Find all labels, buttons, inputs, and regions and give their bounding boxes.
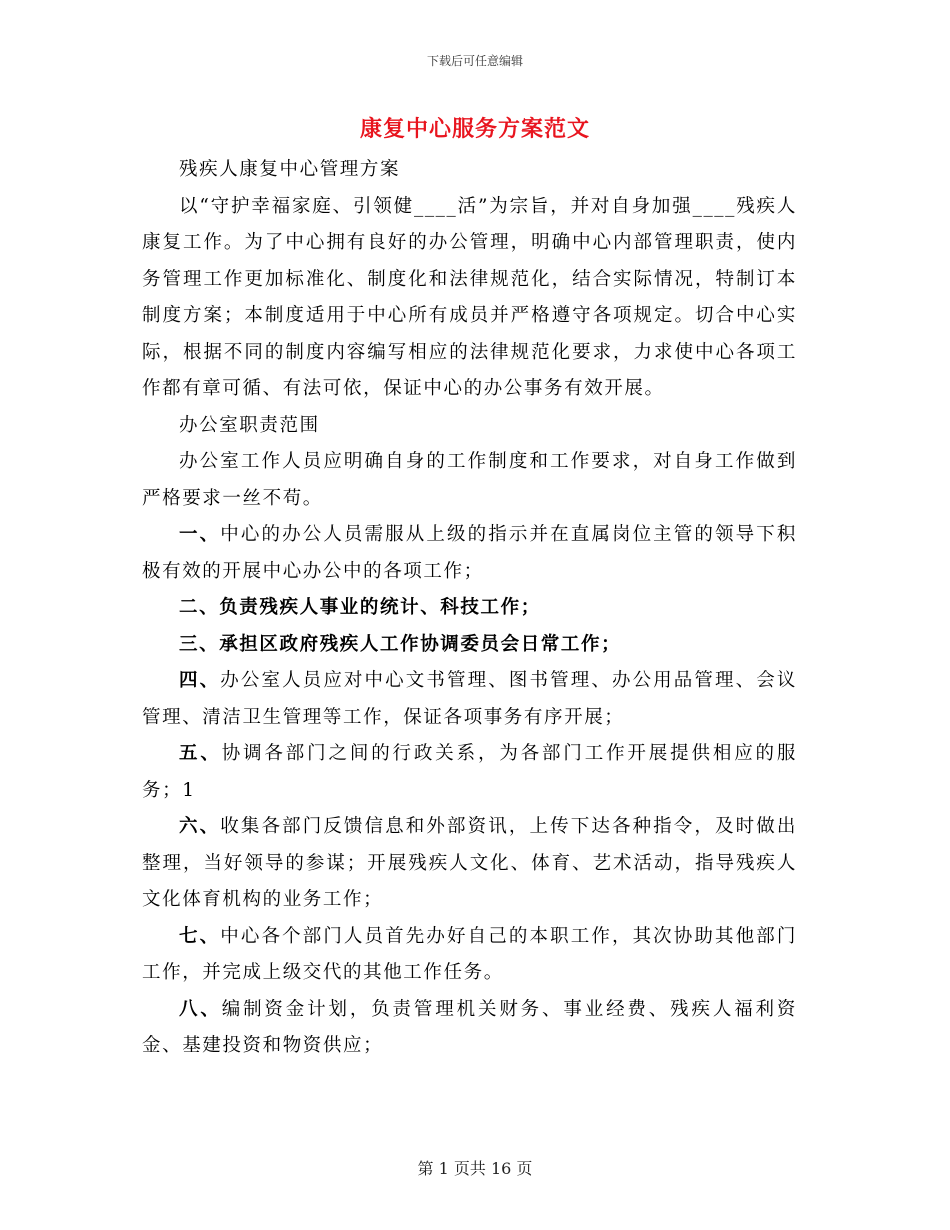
list-item-5: [142, 736, 797, 809]
list-item-6: [142, 809, 797, 919]
list-item-1: [142, 517, 797, 590]
list-item-4-number: 四、: [179, 670, 221, 691]
document-body: [142, 152, 797, 1065]
list-item-4: [142, 663, 797, 736]
page-header: 下载后可任意编辑: [426, 54, 523, 68]
section-heading-plan: 残疾人康复中心管理方案: [179, 159, 401, 180]
page-footer: 第 1 页共 16 页: [417, 1159, 533, 1178]
list-item-2: 二、负责残疾人事业的统计、科技工作；: [179, 597, 541, 618]
list-item-8-number: 八、: [179, 998, 222, 1020]
list-item-6-text: 收集各部门反馈信息和外部资讯，上传下达各种指令，及时做出整理，当好领导的参谋；开展残疾人文化、体育、艺术活动，指导残疾人文化体育机构的业务工作；: [142, 816, 797, 910]
list-item-5-text: 协调各部门之间的行政关系，为各部门工作开展提供相应的服务；1: [142, 743, 798, 801]
section-heading-office-duties: 办公室职责范围: [179, 414, 320, 436]
list-item-8: [142, 992, 797, 1065]
list-item-6-number: 六、: [179, 816, 221, 837]
list-item-1-number: 一、: [179, 524, 221, 545]
list-item-7-text: 中心各个部门人员首先办好自己的本职工作，其次协助其他部门工作，并完成上级交代的其他工作任务。: [142, 925, 797, 983]
list-item-4-text: 办公室人员应对中心文书管理、图书管理、办公用品管理、会议管理、清洁卫生管理等工作，保证各项事务有序开展；: [142, 670, 797, 728]
list-item-3: 三、承担区政府残疾人工作协调委员会日常工作；: [179, 633, 622, 655]
list-item-7-number: 七、: [179, 925, 221, 947]
paragraph-intro: 以“守护幸福家庭、引领健____活”为宗旨，并对自身加强____残疾人康复工作。为了中心拥有良好的办公管理，明确中心内部管理职责，使内务管理工作更加标准化、制度化和法律规范化，结合实际情况，特制订本制度方案；本制度适用于中心所有成员并严格遵守各项规定。切合中心实际，根据不同的制度内容编写相应的法律规范化要求，力求使中心各项工作都有章可循、有法可依，保证中心的办公事务有效开展。: [142, 195, 797, 399]
list-item-5-number: 五、: [179, 743, 222, 764]
list-item-7: [142, 919, 797, 992]
list-item-1-text: 中心的办公人员需服从上级的指示并在直属岗位主管的领导下积极有效的开展中心办公中的各项工作；: [142, 524, 797, 582]
list-item-8-text: 编制资金计划，负责管理机关财务、事业经费、残疾人福利资金、基建投资和物资供应；: [142, 998, 798, 1056]
paragraph-office-requirements: 办公室工作人员应明确自身的工作制度和工作要求，对自身工作做到严格要求一丝不苟。: [142, 451, 797, 509]
document-title: 康复中心服务方案范文: [359, 116, 590, 142]
